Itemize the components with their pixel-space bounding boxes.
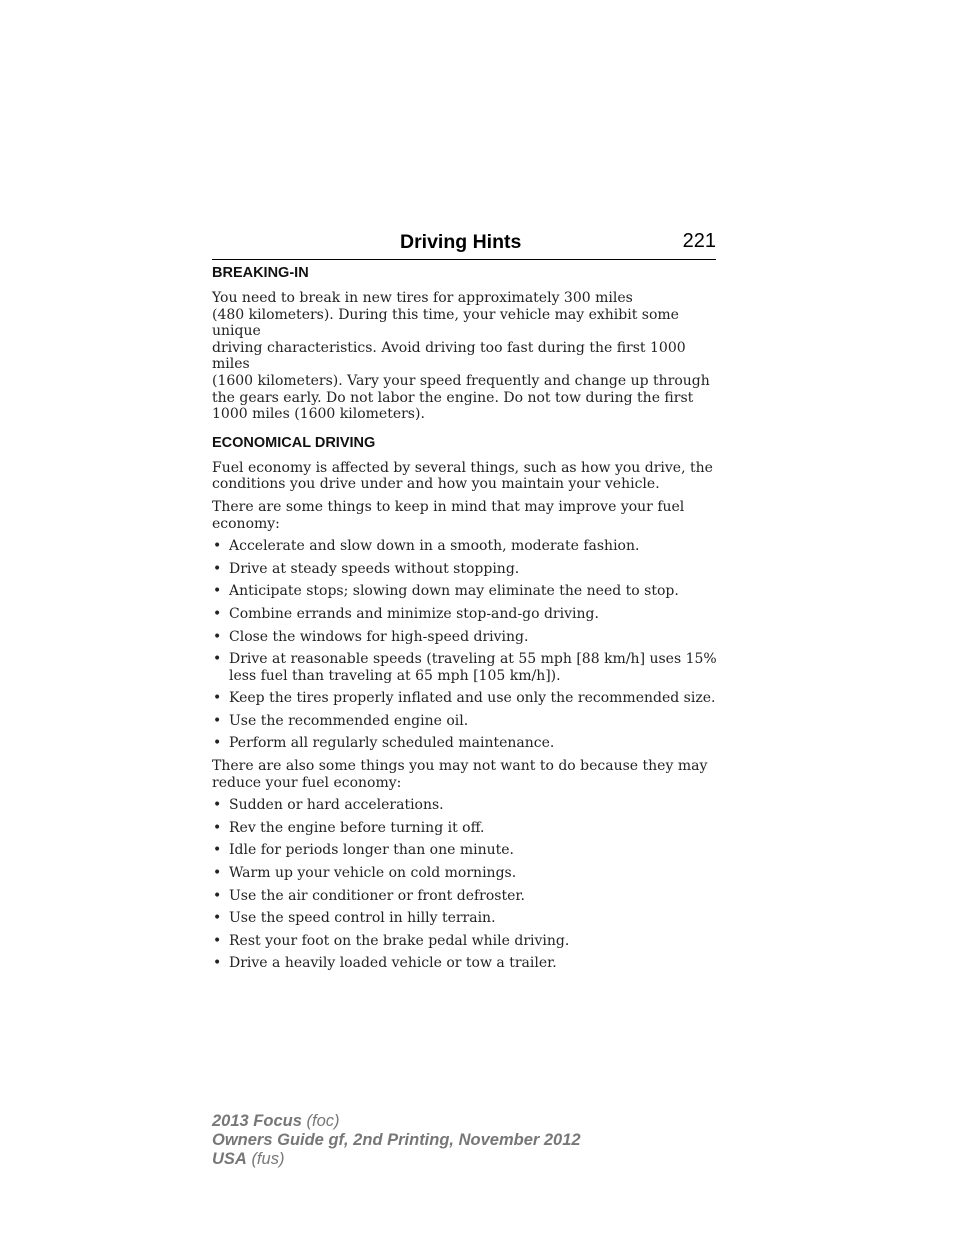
list-item: • Drive at steady speeds without stopping. [213, 560, 520, 577]
bullet-icon: • [213, 628, 222, 645]
bullet-icon: • [213, 690, 222, 707]
list-item: • Use the air conditioner or front defroster. [213, 887, 525, 904]
list-item: • Rev the engine before turning it off. [213, 819, 485, 836]
bullet-icon: • [213, 651, 222, 668]
list-item: • Combine errands and minimize stop-and-go driving. [213, 605, 599, 622]
improve-intro-paragraph: There are some things to keep in mind that may improve your fuel economy: [212, 498, 685, 532]
footer-model-line: 2013 Focus (foc) [212, 1112, 340, 1130]
bullet-icon: • [213, 583, 222, 600]
list-item: • Close the windows for high-speed driving. [213, 628, 529, 645]
list-item: • Accelerate and slow down in a smooth, moderate fashion. [213, 538, 640, 555]
list-item: • Drive a heavily loaded vehicle or tow a trailer. [213, 955, 557, 972]
list-item: • Perform all regularly scheduled maintenance. [213, 735, 555, 752]
list-item: • Warm up your vehicle on cold mornings. [213, 865, 517, 882]
list-item: • Idle for periods longer than one minute. [213, 842, 514, 859]
bullet-icon: • [213, 910, 222, 927]
list-item: • Keep the tires properly inflated and use only the recommended size. [213, 690, 716, 707]
bullet-icon: • [213, 955, 222, 972]
footer-region-line: USA (fus) [212, 1150, 285, 1168]
bullet-icon: • [213, 887, 222, 904]
bullet-icon: • [213, 538, 222, 555]
list-item: • Use the recommended engine oil. [213, 712, 469, 729]
page-content [212, 265, 718, 978]
bullet-icon: • [213, 735, 222, 752]
page-header [212, 228, 716, 260]
breaking-in-heading: BREAKING-IN [212, 265, 309, 281]
avoid-intro-paragraph: There are also some things you may not want to do because they may reduce your fuel economy: [212, 758, 708, 791]
list-item: • Use the speed control in hilly terrain. [213, 910, 496, 927]
bullet-icon: • [213, 712, 222, 729]
bullet-icon: • [213, 842, 222, 859]
footer-edition-line: Owners Guide gf, 2nd Printing, November 2012 [212, 1131, 581, 1149]
bullet-icon: • [213, 605, 222, 622]
list-item: • Drive at reasonable speeds (traveling at 55 mph [88 km/h] uses 15% less fuel than traveling at 65 mph [105 km/h]). [213, 651, 717, 684]
page-title: Driving Hints [400, 231, 522, 253]
economy-intro-paragraph: Fuel economy is affected by several things, such as how you drive, the conditions you drive under and how you maintain your vehicle. [212, 459, 713, 493]
bullet-icon: • [213, 560, 222, 577]
bullet-icon: • [213, 865, 222, 882]
list-item: • Anticipate stops; slowing down may eliminate the need to stop. [213, 583, 679, 600]
list-item: • Rest your foot on the brake pedal while driving. [213, 932, 570, 949]
page-number: 221 [682, 230, 716, 252]
page-footer [212, 1112, 581, 1169]
bullet-icon: • [213, 932, 222, 949]
list-item: • Sudden or hard accelerations. [213, 797, 444, 814]
reduce-economy-list [212, 797, 718, 972]
bullet-icon: • [213, 819, 222, 836]
breaking-in-paragraph: You need to break in new tires for approximately 300 miles (480 kilometers). During this time, your vehicle may exhibit some unique driving characteristics. Avoid driving too fast during the first 1000 miles (1600 kilometers). Vary your speed frequently and change up through the gears early. Do not labor the engine. Do not tow during the first 1000 miles (1600 kilometers). [212, 290, 710, 423]
economical-driving-heading: ECONOMICAL DRIVING [212, 434, 376, 451]
improve-economy-list [212, 538, 718, 752]
bullet-icon: • [213, 797, 222, 814]
